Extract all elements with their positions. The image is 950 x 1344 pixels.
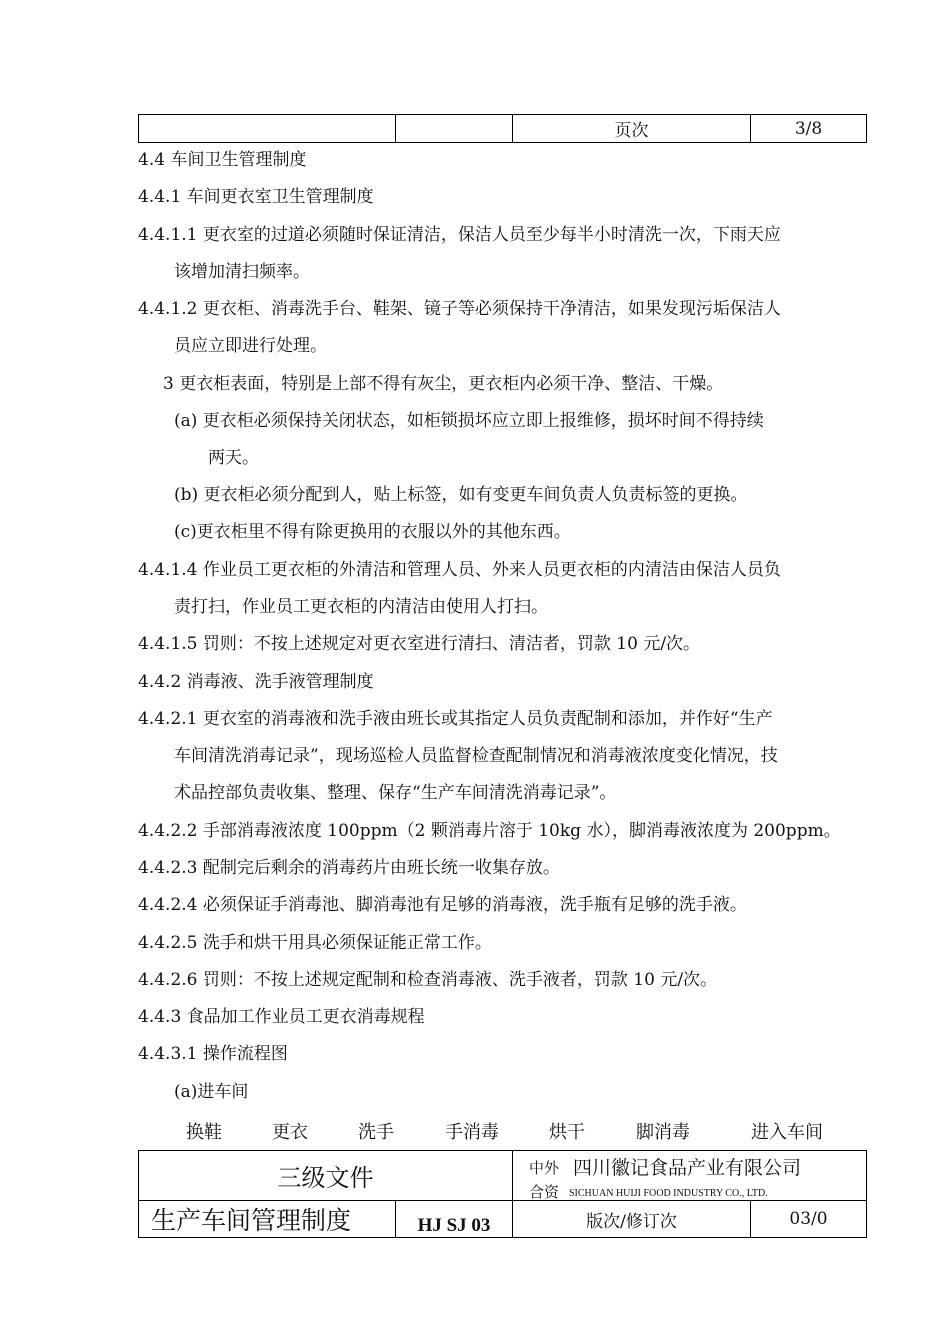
header-cell-empty-1: [139, 115, 396, 143]
joint-venture-label-top: 中外: [529, 1159, 560, 1177]
flow-step-change-shoes: 换鞋: [186, 1122, 222, 1143]
heading-4-4-1: 4.4.1 车间更衣室卫生管理制度: [138, 187, 374, 207]
item-a-cont: 两天。: [208, 448, 259, 468]
revision-label: 版次/修订次: [513, 1201, 751, 1238]
flow-step-enter-workshop: 进入车间: [751, 1122, 823, 1143]
joint-venture-label-bottom: 合资: [529, 1183, 560, 1201]
heading-4-4-3: 4.4.3 食品加工作业员工更衣消毒规程: [138, 1007, 425, 1027]
flow-step-hand-disinfect: 手消毒: [445, 1122, 499, 1143]
para-4-4-2-1-cont-2: 术品控部负责收集、整理、保存“生产车间清洗消毒记录”。: [174, 783, 617, 803]
para-4-4-2-1-cont-1: 车间清洗消毒记录”，现场巡检人员监督检查配制情况和消毒液浓度变化情况，技: [174, 746, 778, 766]
company-name-cn: 四川徽记食品产业有限公司: [573, 1157, 802, 1179]
para-4-4-1-4-cont: 责打扫，作业员工更衣柜的内清洁由使用人打扫。: [174, 597, 548, 617]
heading-4-4-2: 4.4.2 消毒液、洗手液管理制度: [138, 672, 374, 692]
page-footer-table: [138, 1150, 867, 1238]
para-4-4-2-3: 4.4.2.3 配制完后剩余的消毒药片由班长统一收集存放。: [138, 858, 560, 878]
revision-value: 03/0: [751, 1201, 867, 1238]
para-4-4-2-6: 4.4.2.6 罚则：不按上述规定配制和检查消毒液、洗手液者，罚款 10 元/次。: [138, 970, 718, 990]
para-4-4-2-5: 4.4.2.5 洗手和烘干用具必须保证能正常工作。: [138, 933, 492, 953]
flow-step-wash-hands: 洗手: [358, 1122, 394, 1143]
page-header-table: [138, 114, 867, 143]
para-4-4-2-1: 4.4.2.1 更衣室的消毒液和洗手液由班长或其指定人员负责配制和添加，并作好“生产: [138, 709, 773, 729]
para-4-4-1-1: 4.4.1.1 更衣室的过道必须随时保证清洁，保洁人员至少每半小时清洗一次，下雨天应: [138, 225, 781, 245]
flow-step-foot-disinfect: 脚消毒: [636, 1122, 690, 1143]
flow-step-change-clothes: 更衣: [272, 1122, 308, 1143]
flow-caption-a: (a)进车间: [174, 1082, 249, 1102]
item-c: (c)更衣柜里不得有除更换用的衣服以外的其他东西。: [174, 522, 571, 542]
company-name-en: SICHUAN HUIJI FOOD INDUSTRY CO., LTD.: [569, 1188, 768, 1199]
company-cell: [513, 1151, 867, 1201]
heading-4-4-3-1: 4.4.3.1 操作流程图: [138, 1044, 288, 1064]
para-4-4-2-2: 4.4.2.2 手部消毒液浓度 100ppm（2 颗消毒片溶于 10kg 水），脚消毒液浓度为 200ppm。: [138, 821, 841, 841]
para-4-4-1-1-cont: 该增加清扫频率。: [174, 262, 310, 282]
para-4-4-2-4: 4.4.2.4 必须保证手消毒池、脚消毒池有足够的消毒液，洗手瓶有足够的洗手液。: [138, 895, 747, 915]
heading-4-4: 4.4 车间卫生管理制度: [138, 150, 307, 170]
system-name: 生产车间管理制度: [139, 1201, 396, 1238]
flow-step-dry: 烘干: [549, 1122, 585, 1143]
page-number: 3/8: [751, 115, 867, 143]
para-item-3: 3 更衣柜表面，特别是上部不得有灰尘，更衣柜内必须干净、整洁、干燥。: [163, 374, 724, 394]
page-label: 页次: [513, 115, 751, 143]
document-code: HJ SJ 03: [396, 1201, 513, 1238]
item-b: (b) 更衣柜必须分配到人，贴上标签，如有变更车间负责人负责标签的更换。: [174, 485, 748, 505]
para-4-4-1-2: 4.4.1.2 更衣柜、消毒洗手台、鞋架、镜子等必须保持干净清洁，如果发现污垢保洁人: [138, 299, 781, 319]
para-4-4-1-4: 4.4.1.4 作业员工更衣柜的外清洁和管理人员、外来人员更衣柜的内清洁由保洁人员负: [138, 560, 781, 580]
header-cell-empty-2: [396, 115, 513, 143]
para-4-4-1-2-cont: 员应立即进行处理。: [174, 336, 327, 356]
document-level: 三级文件: [139, 1151, 513, 1201]
item-a: (a) 更衣柜必须保持关闭状态，如柜锁损坏应立即上报维修，损坏时间不得持续: [174, 411, 764, 431]
para-4-4-1-5: 4.4.1.5 罚则：不按上述规定对更衣室进行清扫、清洁者，罚款 10 元/次。: [138, 634, 701, 654]
